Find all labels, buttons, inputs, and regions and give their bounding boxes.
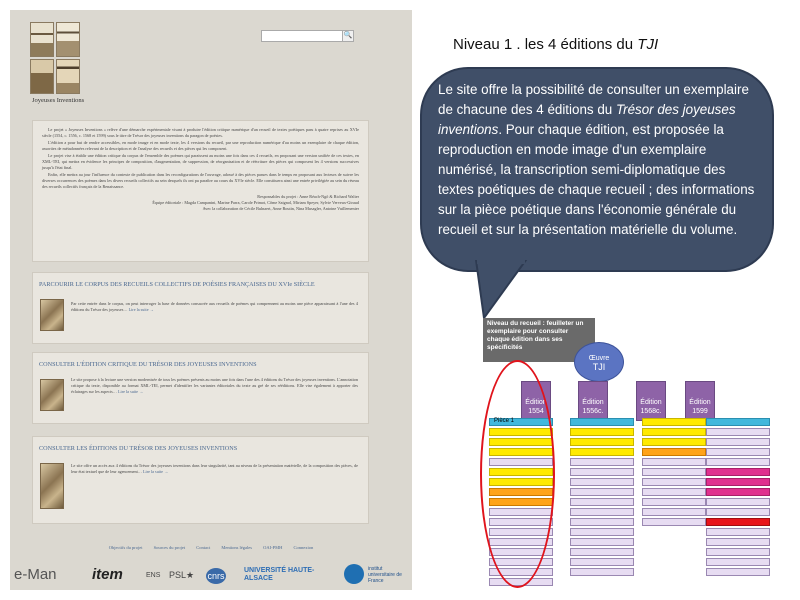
piece-cell-lavender bbox=[570, 478, 634, 486]
site-title[interactable]: Joyeuses Inventions bbox=[32, 97, 85, 104]
footer-link[interactable]: Objectifs du projet bbox=[108, 545, 143, 550]
section-heading[interactable]: PARCOURIR LE CORPUS DES RECUEILS COLLECTIFS DE POÉSIES FRANÇAISES DU XVIe SIÈCLE bbox=[39, 281, 315, 288]
edition-label: Édition bbox=[640, 399, 662, 406]
site-logo[interactable] bbox=[30, 22, 80, 94]
book-cover-thumbnail bbox=[56, 22, 80, 57]
piece-cell-lavender bbox=[706, 438, 770, 446]
edition-label: Édition bbox=[582, 399, 604, 406]
credit-line: Avec la collaboration de Cécile Bulnaert, Anne Boutin, Nina Musagler, Antoine Vuillemenier bbox=[202, 206, 359, 211]
bubble-text-italic: Trésor des joyeuses inventions bbox=[438, 102, 736, 137]
piece-cell-lavender bbox=[570, 498, 634, 506]
psl-logo: PSL★ bbox=[169, 570, 195, 580]
piece-cell-magenta bbox=[706, 468, 770, 476]
footer-link[interactable]: Connexion bbox=[293, 545, 314, 550]
footer-link[interactable]: Contact bbox=[196, 545, 211, 550]
section-text bbox=[71, 377, 358, 395]
intro-text bbox=[42, 127, 359, 190]
piece-cell-lavender bbox=[570, 458, 634, 466]
piece-cell-lavender bbox=[642, 518, 706, 526]
credit-line: Équipe éditoriale : Magda Campanini, Marine Parra, Carole Primot, Côme Saignol, Miriam Speyer, Sylvie Verveux-Giraud bbox=[152, 200, 359, 205]
section-heading[interactable]: CONSULTER L'ÉDITION CRITIQUE DU TRÉSOR DES JOYEUSES INVENTIONS bbox=[39, 361, 257, 368]
piece-cell-magenta bbox=[706, 488, 770, 496]
heading-text: Niveau 1 . les 4 éditions du bbox=[453, 36, 638, 53]
highlight-ellipse bbox=[480, 360, 555, 588]
piece-cell-lavender bbox=[706, 448, 770, 456]
intro-paragraph: L'édition a pour but de rendre accessibles, en mode image et en mode texte, les 4 versions du recueil, par une reproduction numérique d'au moins un exemplaire de chaque édition, assorties de métadonnées relevant de la description et de l'analyse des recueils et des pièces qui les composent. bbox=[42, 140, 359, 151]
piece-cell-lavender bbox=[570, 488, 634, 496]
edition-year: 1599 bbox=[692, 408, 708, 415]
piece-cell-lavender bbox=[706, 508, 770, 516]
footer-links bbox=[10, 545, 412, 550]
edition-year: 1556c. bbox=[582, 408, 604, 415]
section-text bbox=[71, 463, 358, 475]
intro-panel bbox=[32, 120, 369, 262]
piece-cell-lavender bbox=[706, 568, 770, 576]
read-more-link[interactable]: Lire la suite → bbox=[142, 469, 169, 474]
website-screenshot bbox=[10, 10, 412, 590]
intro-paragraph: Le projet « Joyeuses Inventions » relève d'une démarche expérimentale visant à produire l'édition critique numérique d'un recueil de textes poétiques paru à quatre reprises au XVIe siècle (1554, c. 1556, c. 1568 et 1599) sous le titre de Trésor des joyeuses inventions du paragon de poésies. bbox=[42, 127, 359, 138]
book-cover-thumbnail bbox=[30, 22, 54, 57]
piece-cell-yellow bbox=[570, 448, 634, 456]
edition-box-1599 bbox=[685, 381, 715, 421]
edition-label: Édition bbox=[525, 399, 547, 406]
edition-column-1599 bbox=[706, 418, 770, 578]
piece-cell-lavender bbox=[570, 528, 634, 536]
piece-cell-lavender bbox=[570, 548, 634, 556]
section-thumbnail bbox=[40, 463, 64, 509]
piece-cell-magenta bbox=[706, 478, 770, 486]
piece-cell-lavender bbox=[642, 508, 706, 516]
piece-cell-lavender bbox=[570, 558, 634, 566]
cnrs-logo: cnrs bbox=[206, 568, 226, 584]
section-corpus bbox=[32, 272, 369, 344]
piece-cell-lavender bbox=[642, 478, 706, 486]
piece-cell-lavender bbox=[706, 538, 770, 546]
intro-paragraph: Le projet vise à établir une édition critique du corpus de l'ensemble des poèmes qui paraissent au moins une fois dans ces 4 recueils, en proposant une version unifiée de ces textes, en XML-TEI, qui mettra en évidence les principes de composition, d'augmentation, de suppression, de réorganisation et de réécriture des pièces qui composent les 4 versions successives jusqu'à l'état final. bbox=[42, 153, 359, 170]
piece-cell-yellow bbox=[570, 438, 634, 446]
iuf-logo: institut universitaire de France bbox=[368, 566, 402, 584]
piece-cell-lavender bbox=[570, 568, 634, 576]
speech-bubble-tail bbox=[468, 260, 538, 320]
piece-cell-lavender bbox=[706, 558, 770, 566]
book-cover-thumbnail bbox=[56, 59, 80, 94]
bubble-text-part: . Pour chaque édition, est proposée la reproduction en mode image d'un exemplaire numérisé, la transcription semi-diplomatique des textes poétiques de chaque recueil ; des informations sur la pièce poétique dans l'économie générale du recueil et sur la présentation matérielle du volume. bbox=[438, 122, 755, 237]
piece-cell-lavender bbox=[570, 468, 634, 476]
emanlogo: e-Man bbox=[14, 566, 57, 583]
edition-label: Édition bbox=[689, 399, 711, 406]
section-thumbnail bbox=[40, 379, 64, 411]
piece-cell-lavender bbox=[570, 518, 634, 526]
oeuvre-title: TJI bbox=[592, 362, 606, 372]
piece-cell-orange bbox=[642, 448, 706, 456]
piece-cell-yellow bbox=[570, 428, 634, 436]
book-cover-thumbnail bbox=[30, 59, 54, 94]
edition-year: 1568c. bbox=[640, 408, 662, 415]
piece-cell-cyan bbox=[570, 418, 634, 426]
footer-link[interactable]: OAI-PMH bbox=[263, 545, 283, 550]
credits bbox=[42, 194, 359, 212]
oeuvre-label: Œuvre bbox=[588, 355, 610, 362]
credit-line: Responsables du projet : Anne Réach-Ngô & Richard Walter bbox=[257, 194, 359, 199]
section-heading[interactable]: CONSULTER LES ÉDITIONS DU TRÉSOR DES JOYEUSES INVENTIONS bbox=[39, 445, 238, 452]
piece-cell-lavender bbox=[706, 528, 770, 536]
edition-box-1556 bbox=[578, 381, 608, 421]
uha-logo: UNIVERSITÉ HAUTE-ALSACE bbox=[244, 567, 315, 582]
footer-link[interactable]: Sources du projet bbox=[153, 545, 186, 550]
piece-cell-lavender bbox=[706, 498, 770, 506]
section-text bbox=[71, 301, 358, 313]
heading-italic: TJI bbox=[637, 36, 659, 53]
piece-cell-yellow bbox=[642, 418, 706, 426]
iuf-emblem-icon bbox=[344, 564, 364, 584]
section-editions bbox=[32, 436, 369, 524]
piece-cell-cyan bbox=[706, 418, 770, 426]
edition-column-1568 bbox=[642, 418, 706, 528]
slide-heading bbox=[453, 36, 658, 53]
search-input[interactable] bbox=[261, 30, 343, 42]
footer-link[interactable]: Mentions légales bbox=[221, 545, 252, 550]
piece-cell-lavender bbox=[642, 498, 706, 506]
piece-cell-lavender bbox=[642, 468, 706, 476]
piece-cell-lavender bbox=[706, 548, 770, 556]
piece-cell-lavender bbox=[642, 458, 706, 466]
piece-cell-lavender bbox=[570, 538, 634, 546]
read-more-link[interactable]: Lire la suite → bbox=[117, 389, 144, 394]
bubble-text bbox=[438, 80, 763, 240]
section-critical-edition bbox=[32, 352, 369, 424]
item-logo: item bbox=[92, 566, 123, 583]
search-icon[interactable]: 🔍 bbox=[342, 30, 354, 42]
piece-cell-lavender bbox=[706, 458, 770, 466]
section-body: Le site offre un accès aux 4 éditions du Trésor des joyeuses inventions dans leur singularité, tant au niveau de la présentation matérielle, de la composition des pièces, de leur état textuel que de leur agencement… bbox=[71, 463, 358, 474]
bubble-text-part: Le site offre la possibilité de consulter un exemplaire de chacune des 4 éditions du bbox=[438, 82, 749, 117]
intro-paragraph: Enfin, elle mettra au jour l'influence du contexte de publication dans les reconfigurations de l'ouvrage, adossé à des pièces parues dans le temps en proposant aux lecteurs de suivre les diverses occurrences des poèmes dans les divers recueils collectifs au sein desquels ils ont pu paraître au cours du XVIe siècle. Elle constituera ainsi une entrée privilégiée au sein du réseau des recueils collectifs français de la Renaissance. bbox=[42, 172, 359, 189]
piece-label: Pièce 1 bbox=[494, 418, 515, 424]
read-more-link[interactable]: Lire la suite → bbox=[128, 307, 154, 312]
piece-cell-yellow bbox=[642, 428, 706, 436]
section-body: Par cette entrée dans le corpus, on peut interroger la base de données consacrée aux recueils de poèmes qui comprennent au moins une pièce apparaissant à l'une des 4 éditions du Trésor des joyeuses… bbox=[71, 301, 358, 312]
ens-logo: ENS bbox=[146, 572, 161, 579]
piece-cell-lavender bbox=[706, 428, 770, 436]
edition-column-1556 bbox=[570, 418, 634, 578]
oeuvre-node bbox=[574, 342, 624, 382]
section-thumbnail bbox=[40, 299, 64, 331]
piece-cell-lavender bbox=[642, 488, 706, 496]
edition-year: 1554 bbox=[528, 408, 544, 415]
piece-cell-lavender bbox=[570, 508, 634, 516]
piece-cell-red bbox=[706, 518, 770, 526]
niveau-label: Niveau du recueil : feuilleter un exemplaire pour consulter chaque édition dans ses spécificités bbox=[483, 318, 595, 362]
piece-cell-yellow bbox=[642, 438, 706, 446]
section-body: Le site propose à la lecture une version modernisée de tous les poèmes présents au moins une fois dans l'une des 4 éditions du Trésor des joyeuses inventions. L'annotation critique du texte, disponible au format XML-TEI, permet d'identifier les variantes éditoriales du texte au gré de ses rééditions. Elle vise également à apporter des éclairages sur les aspects… bbox=[71, 377, 358, 394]
partner-logos bbox=[14, 562, 410, 588]
edition-box-1568 bbox=[636, 381, 666, 421]
